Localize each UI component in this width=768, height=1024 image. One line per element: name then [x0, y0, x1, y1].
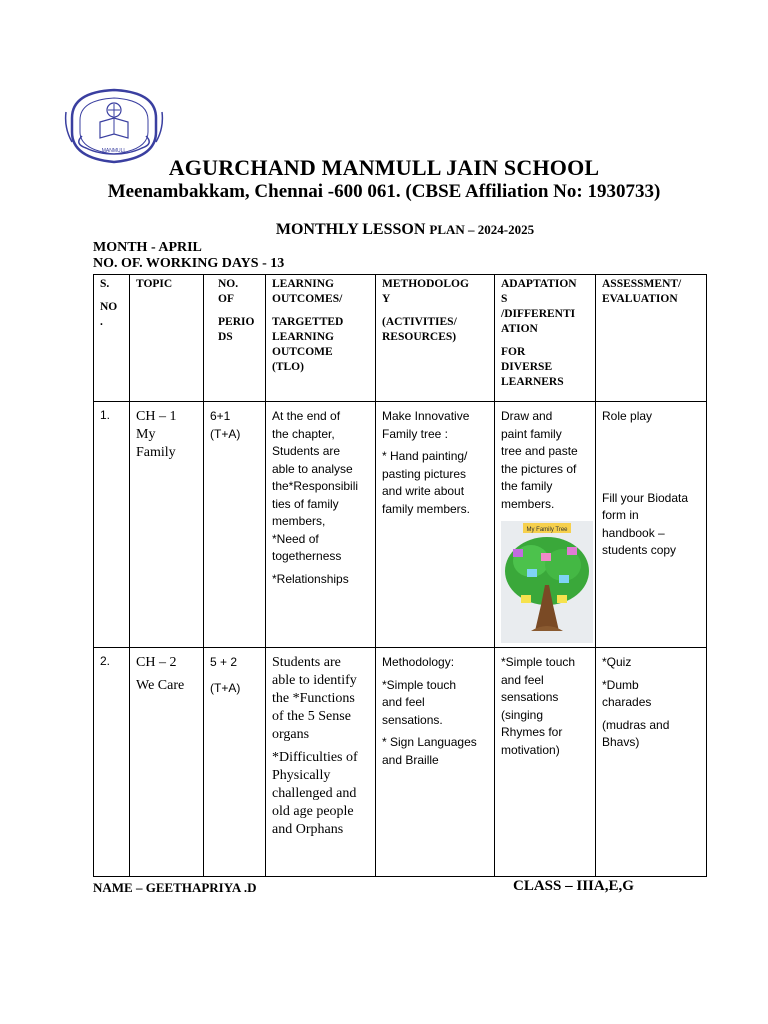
header-periods: NO. OF PERIO DS: [204, 275, 266, 402]
month-label: MONTH - APRIL: [93, 240, 202, 255]
row-adaptation: Draw and paint family tree and paste the pictures of the family members. My Family Tree: [495, 402, 596, 648]
header-topic: TOPIC: [130, 275, 204, 402]
row-sno: 1.: [94, 402, 130, 648]
row-outcomes: At the end of the chapter, Students are able to analyse the*Responsibili ties of family members, *Need of togetherness *Relationships: [266, 402, 376, 648]
family-tree-image: [501, 521, 593, 643]
row-periods: 6+1 (T+A): [204, 402, 266, 648]
row-assessment: *Quiz *Dumb charades (mudras and Bhavs): [596, 648, 707, 877]
row-topic: CH – 2 We Care: [130, 648, 204, 877]
row-topic: CH – 1 My Family: [130, 402, 204, 648]
row-periods: 5 + 2 (T+A): [204, 648, 266, 877]
header-methodology: METHODOLOG Y (ACTIVITIES/ RESOURCES): [376, 275, 495, 402]
lesson-plan-table: [93, 274, 707, 877]
header-assessment: ASSESSMENT/ EVALUATION: [596, 275, 707, 402]
row-assessment: Role play Fill your Biodata form in handbook – students copy: [596, 402, 707, 648]
school-logo: [64, 82, 164, 166]
header-adaptation: ADAPTATION S /DIFFERENTI ATION FOR DIVERSE LEARNERS: [495, 275, 596, 402]
working-days-label: NO. OF. WORKING DAYS - 13: [93, 256, 285, 271]
row-adaptation: *Simple touch and feel sensations (singing Rhymes for motivation): [495, 648, 596, 877]
school-name: AGURCHAND MANMULL JAIN SCHOOL: [168, 155, 600, 180]
row-methodology: Methodology: *Simple touch and feel sensations. * Sign Languages and Braille: [376, 648, 495, 877]
table-header-row: [94, 275, 707, 402]
tree-caption: My Family Tree: [526, 527, 568, 533]
plan-title: [0, 221, 768, 239]
class-label: CLASS – IIIA,E,G: [513, 878, 634, 894]
table-row: [94, 648, 707, 877]
row-methodology: Make Innovative Family tree : * Hand painting/ pasting pictures and write about family members.: [376, 402, 495, 648]
teacher-name: NAME – GEETHAPRIYA .D: [93, 880, 257, 895]
table-row: [94, 402, 707, 648]
plan-title-main: MONTHLY LESSON: [275, 221, 426, 238]
row-sno: 2.: [94, 648, 130, 877]
header-sno: S. NO .: [94, 275, 130, 402]
school-address: Meenambakkam, Chennai -600 061. (CBSE Affiliation No: 1930733): [107, 181, 661, 202]
row-outcomes: Students are able to identify the *Functions of the 5 Sense organs *Difficulties of Physically challenged and old age people and Orphans: [266, 648, 376, 877]
header-outcomes: LEARNING OUTCOMES/ TARGETTED LEARNING OUTCOME (TLO): [266, 275, 376, 402]
logo-text: MANMULL: [101, 148, 127, 154]
plan-title-rest: PLAN – 2024-2025: [429, 222, 535, 237]
